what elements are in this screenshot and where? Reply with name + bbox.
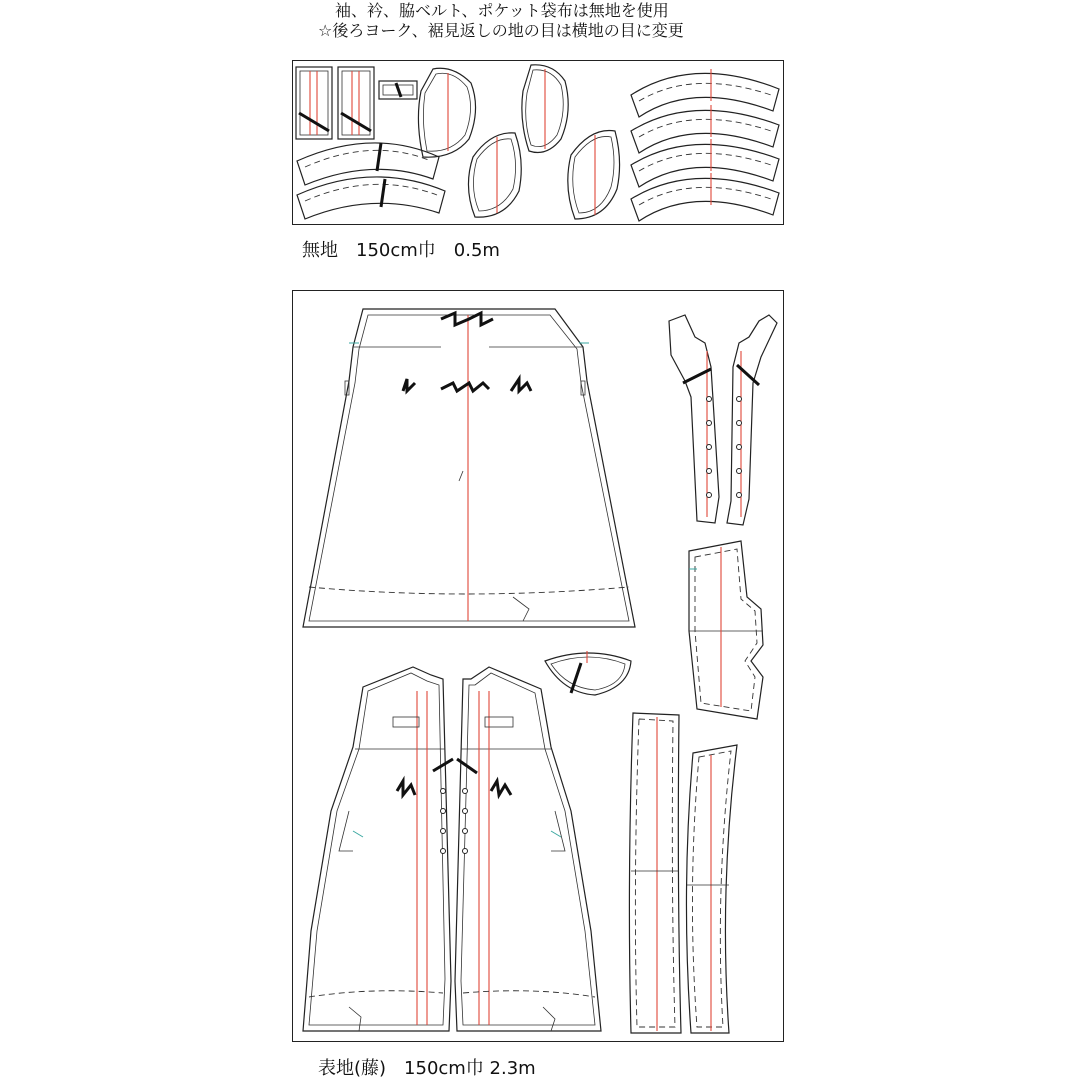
fabric-note-1: 袖、衿、脇ベルト、ポケット袋布は無地を使用 <box>335 1 669 20</box>
belt-loop-piece <box>379 81 417 99</box>
hem-facing-piece-1 <box>629 713 681 1033</box>
front-facing-piece <box>669 315 777 525</box>
collar-piece-1 <box>297 143 439 185</box>
collar-piece-4 <box>631 105 779 153</box>
collar-piece-6 <box>631 173 779 221</box>
sleeve-piece-3 <box>468 133 521 217</box>
back-body-piece <box>303 309 635 627</box>
plain-fabric-pieces <box>293 61 783 224</box>
plain-fabric-caption: 無地 150cm巾 0.5m <box>302 240 500 261</box>
back-yoke-piece <box>545 651 631 695</box>
collar-piece-2 <box>297 177 445 219</box>
main-fabric-pieces <box>293 291 783 1041</box>
front-body-right-piece <box>455 667 601 1031</box>
pocket-bag-piece-2 <box>338 67 374 139</box>
side-belt-piece <box>689 541 763 719</box>
sleeve-piece-4 <box>568 131 620 220</box>
main-fabric-caption: 表地(藤) 150cm巾 2.3m <box>318 1058 536 1079</box>
main-fabric-layout <box>292 290 784 1042</box>
sleeve-piece-2 <box>522 65 568 153</box>
pocket-bag-piece-1 <box>296 67 332 139</box>
front-body-left-piece <box>303 667 453 1031</box>
fabric-note-2: ☆後ろヨーク、裾見返しの地の目は横地の目に変更 <box>318 21 684 40</box>
sleeve-piece-1 <box>418 68 475 157</box>
plain-fabric-layout <box>292 60 784 225</box>
hem-facing-piece-2 <box>686 745 737 1033</box>
collar-piece-5 <box>631 139 779 187</box>
